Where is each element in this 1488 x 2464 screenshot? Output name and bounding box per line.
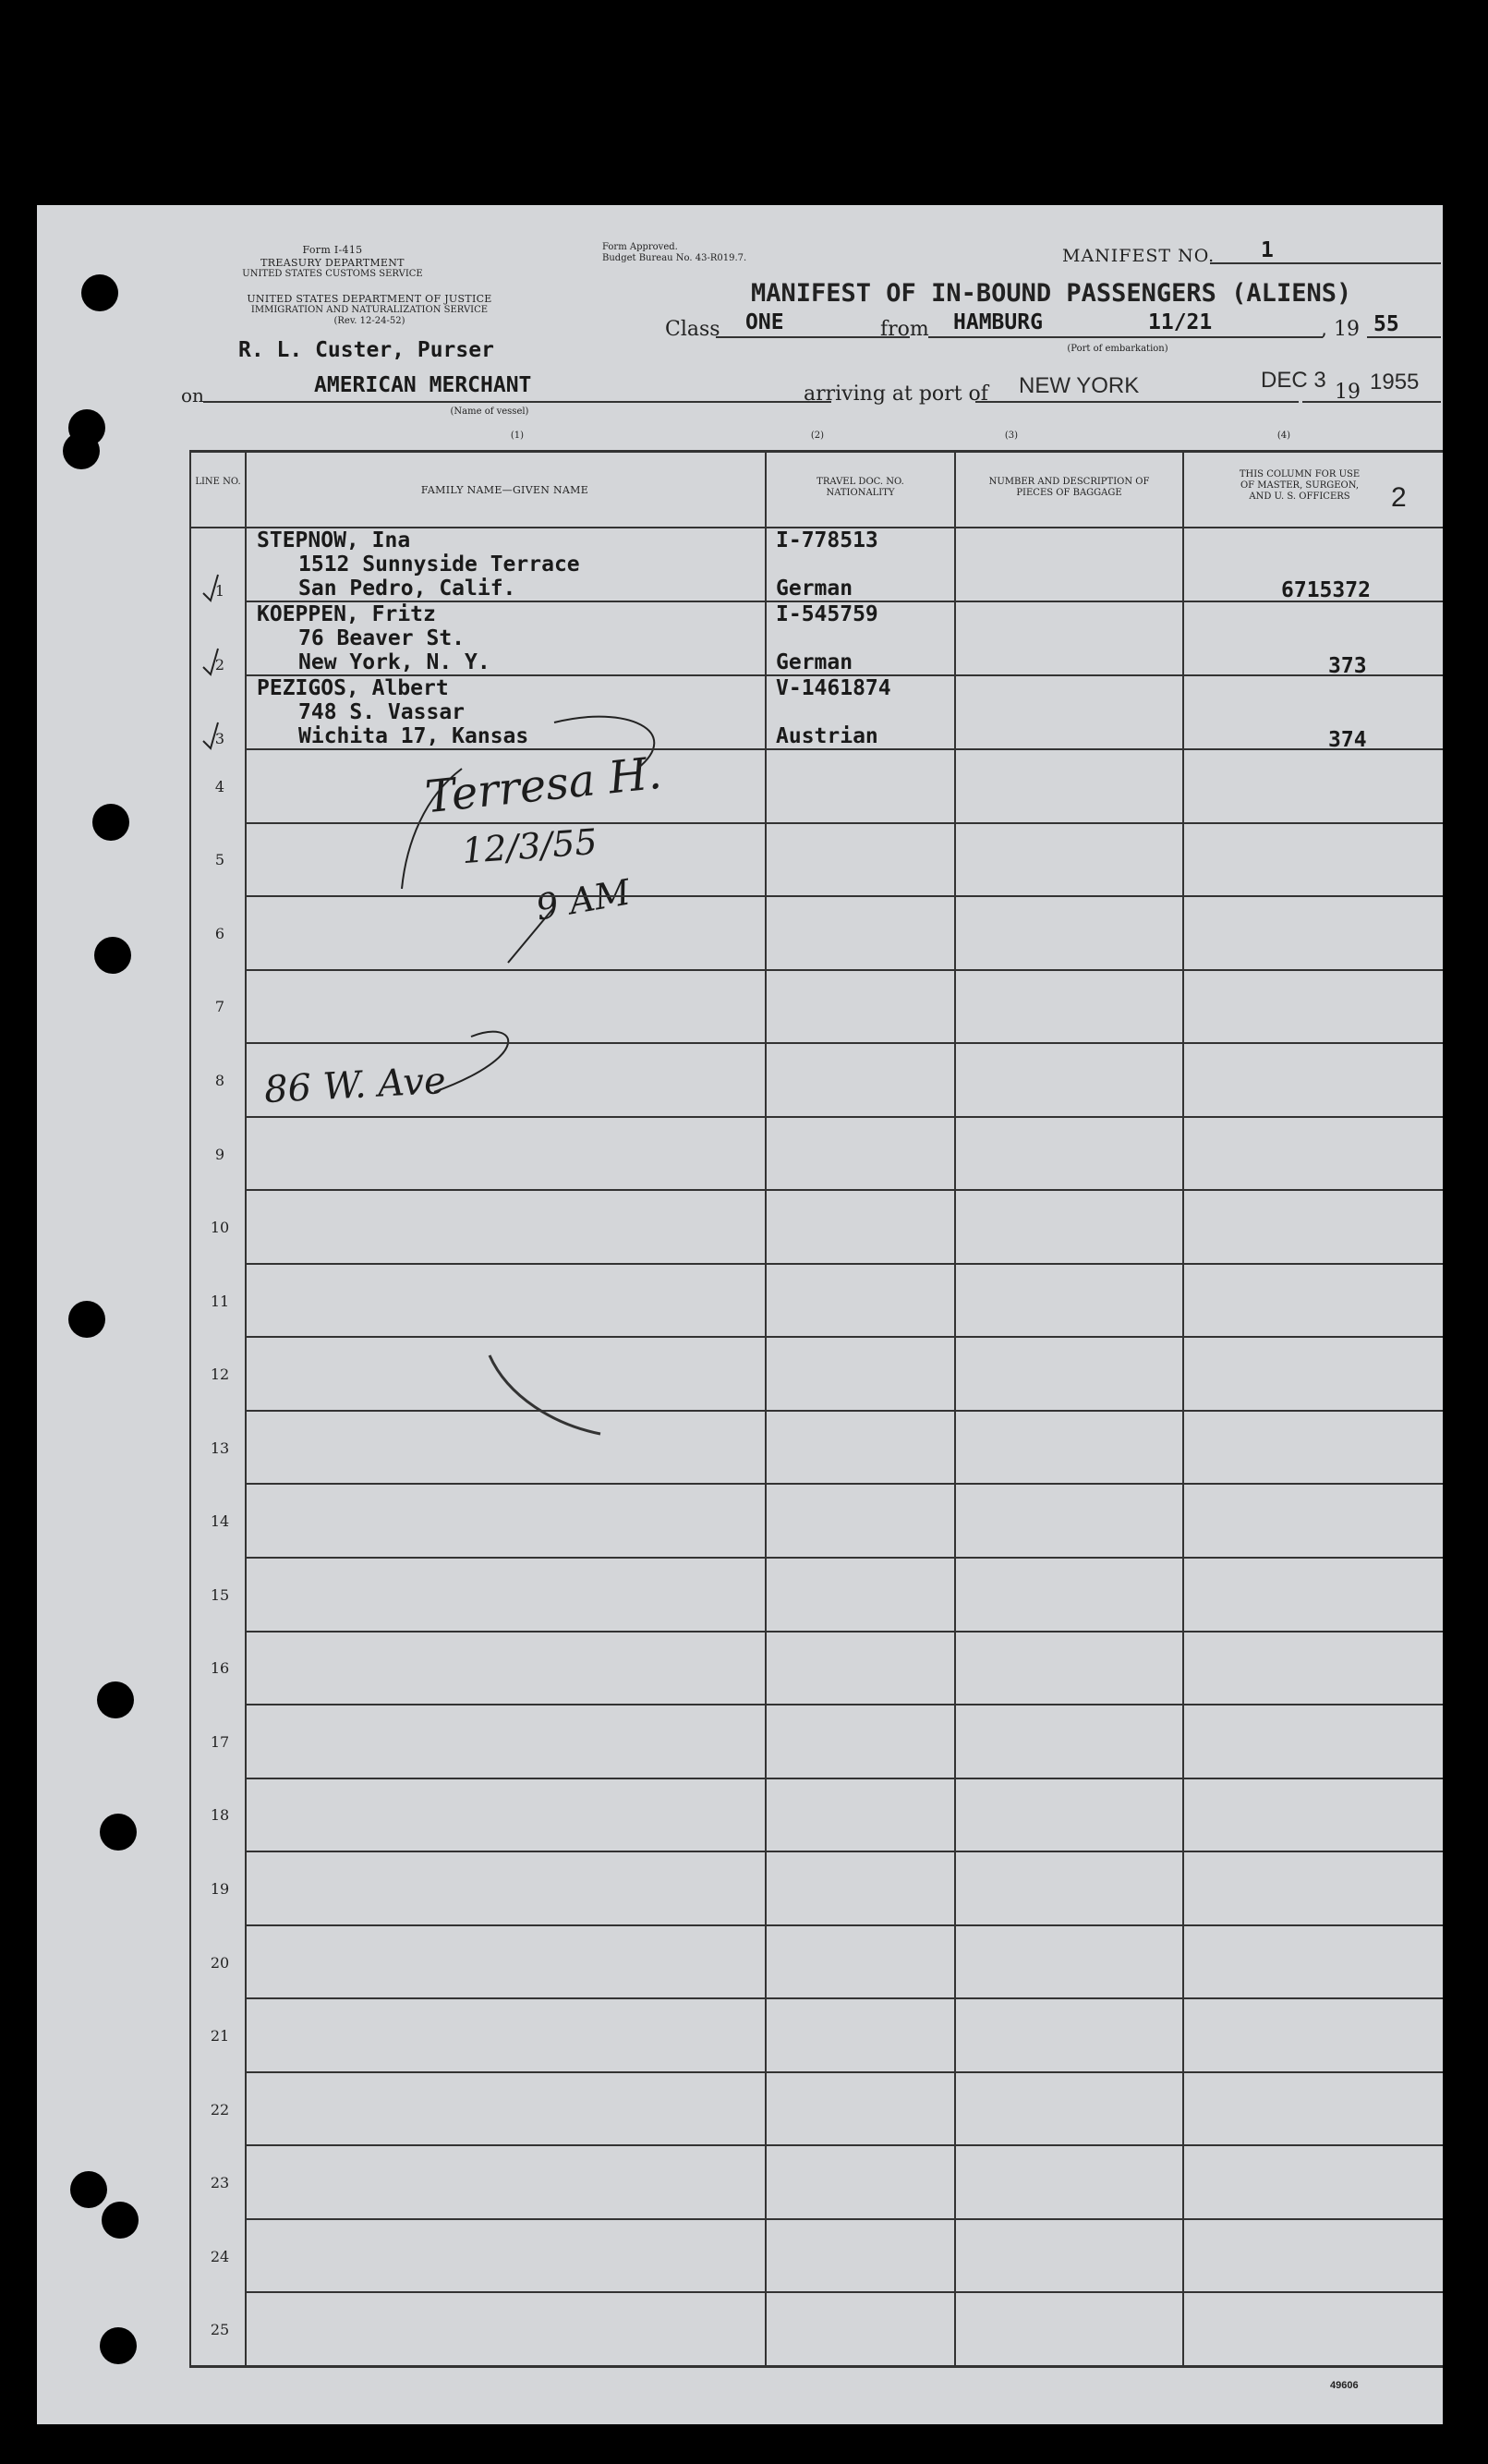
line-number: 18 bbox=[210, 1806, 230, 1824]
row-divider bbox=[245, 674, 1443, 676]
row-divider bbox=[245, 2218, 1443, 2220]
travel-doc: I-778513 bbox=[776, 528, 878, 552]
line-number: 7 bbox=[214, 998, 225, 1015]
line-number: 24 bbox=[210, 2248, 230, 2265]
form-approved: Form Approved. bbox=[602, 242, 678, 252]
passenger-address-1: 76 Beaver St. bbox=[298, 626, 466, 650]
line-number: 16 bbox=[210, 1659, 230, 1677]
row-divider bbox=[245, 1778, 1443, 1779]
row-divider bbox=[245, 1410, 1443, 1412]
customs-service: UNITED STATES CUSTOMS SERVICE bbox=[242, 269, 423, 279]
row-divider bbox=[245, 1704, 1443, 1705]
line-number: 21 bbox=[210, 2027, 230, 2045]
handwritten-signature: Terresa H. bbox=[422, 746, 664, 824]
year-prefix: , 19 bbox=[1321, 318, 1360, 341]
line-number: 17 bbox=[210, 1733, 230, 1751]
treasury-dept: TREASURY DEPARTMENT bbox=[260, 257, 405, 269]
manifest-title: MANIFEST OF IN-BOUND PASSENGERS (ALIENS) bbox=[751, 279, 1352, 308]
form-number: Form I-415 bbox=[302, 244, 363, 256]
line-number: 12 bbox=[210, 1366, 230, 1383]
line-number: 9 bbox=[214, 1146, 225, 1163]
row-divider bbox=[245, 601, 1443, 602]
col-2-number: (2) bbox=[810, 431, 825, 441]
passenger-address-1: 748 S. Vassar bbox=[298, 700, 466, 724]
row-divider bbox=[245, 969, 1443, 971]
nationality: German bbox=[776, 650, 853, 674]
budget-bureau: Budget Bureau No. 43-R019.7. bbox=[602, 253, 747, 263]
official-number: 6715372 bbox=[1281, 578, 1371, 602]
footer-code: 49606 bbox=[1330, 2380, 1359, 2391]
row-divider bbox=[245, 1997, 1443, 1999]
from-label: from bbox=[880, 318, 929, 341]
handwritten-date: 12/3/55 bbox=[460, 820, 599, 872]
official-number: 374 bbox=[1328, 728, 1367, 752]
class-value: ONE bbox=[745, 310, 784, 334]
line-number: 1 bbox=[214, 582, 225, 600]
line-number: 5 bbox=[214, 851, 225, 868]
line-number: 2 bbox=[214, 656, 225, 674]
arrival-date: DEC 3 bbox=[1261, 368, 1326, 393]
row-divider bbox=[245, 1116, 1443, 1118]
header-travel-doc: TRAVEL DOC. NO. bbox=[817, 477, 904, 487]
line-number: 25 bbox=[210, 2321, 230, 2338]
travel-doc: V-1461874 bbox=[776, 676, 891, 700]
line-number: 6 bbox=[214, 925, 225, 942]
purser: R. L. Custer, Purser bbox=[238, 338, 494, 362]
manifest-label: MANIFEST NO. bbox=[1062, 246, 1216, 266]
header-nationality: NATIONALITY bbox=[826, 488, 895, 498]
row-divider bbox=[245, 1042, 1443, 1044]
header-officers: THIS COLUMN FOR USE bbox=[1239, 469, 1361, 479]
line-number: 4 bbox=[214, 778, 225, 795]
passenger-address-1: 1512 Sunnyside Terrace bbox=[298, 552, 580, 577]
passenger-name: STEPNOW, Ina bbox=[257, 528, 411, 552]
row-divider bbox=[245, 2291, 1443, 2293]
justice-dept: UNITED STATES DEPARTMENT OF JUSTICE bbox=[247, 293, 492, 305]
row-divider bbox=[245, 2071, 1443, 2073]
embarkation-year: 55 bbox=[1373, 312, 1399, 336]
revision: (Rev. 12-24-52) bbox=[333, 316, 405, 326]
row-divider bbox=[245, 1631, 1443, 1633]
row-divider bbox=[245, 1336, 1443, 1338]
col-1-number: (1) bbox=[510, 431, 525, 441]
embarkation-date: 11/21 bbox=[1148, 310, 1213, 334]
passenger-name: KOEPPEN, Fritz bbox=[257, 602, 436, 626]
passenger-name: PEZIGOS, Albert bbox=[257, 676, 449, 700]
line-number: 20 bbox=[210, 1954, 230, 1972]
vessel-caption: (Name of vessel) bbox=[450, 407, 529, 417]
row-divider bbox=[245, 822, 1443, 824]
handwritten-note: 86 W. Ave bbox=[262, 1059, 447, 1112]
arrival-year-prefix: 19 bbox=[1335, 381, 1361, 404]
on-label: on bbox=[181, 384, 204, 407]
passenger-address-2: San Pedro, Calif. bbox=[298, 577, 516, 601]
row-divider bbox=[245, 2144, 1443, 2146]
manifest-page bbox=[37, 205, 1443, 2424]
nationality: German bbox=[776, 577, 853, 601]
row-divider bbox=[245, 1189, 1443, 1191]
arrival-port: NEW YORK bbox=[1019, 373, 1140, 398]
line-number: 23 bbox=[210, 2174, 230, 2191]
col-3-number: (3) bbox=[1004, 431, 1019, 441]
line-number: 15 bbox=[210, 1586, 230, 1604]
passenger-address-2: Wichita 17, Kansas bbox=[298, 724, 529, 748]
embarkation-port: HAMBURG bbox=[953, 310, 1043, 334]
page-number: 2 bbox=[1391, 482, 1407, 513]
arrival-year: 1955 bbox=[1370, 370, 1420, 394]
handwritten-time: 9 AM bbox=[532, 871, 634, 929]
class-label: Class bbox=[665, 318, 720, 341]
header-name: FAMILY NAME—GIVEN NAME bbox=[420, 484, 589, 496]
arriving-label: arriving at port of bbox=[804, 382, 988, 406]
row-divider bbox=[245, 1483, 1443, 1485]
line-number: 11 bbox=[210, 1293, 230, 1310]
line-number: 14 bbox=[210, 1512, 230, 1530]
travel-doc: I-545759 bbox=[776, 602, 878, 626]
header-officers-3: AND U. S. OFFICERS bbox=[1249, 492, 1350, 502]
official-number: 373 bbox=[1328, 654, 1367, 678]
line-number: 8 bbox=[214, 1072, 225, 1089]
row-divider bbox=[245, 1924, 1443, 1926]
row-divider bbox=[245, 895, 1443, 897]
header-baggage-2: PIECES OF BAGGAGE bbox=[1016, 488, 1122, 498]
line-number: 3 bbox=[214, 730, 225, 747]
port-caption: (Port of embarkation) bbox=[1067, 344, 1168, 354]
ins-service: IMMIGRATION AND NATURALIZATION SERVICE bbox=[250, 305, 489, 315]
row-divider bbox=[245, 1557, 1443, 1559]
header-baggage: NUMBER AND DESCRIPTION OF bbox=[988, 477, 1150, 487]
line-number: 22 bbox=[210, 2101, 230, 2118]
line-number: 10 bbox=[210, 1219, 230, 1236]
header-officers-2: OF MASTER, SURGEON, bbox=[1240, 480, 1360, 491]
line-number: 19 bbox=[210, 1880, 230, 1898]
handwriting-strokes bbox=[37, 205, 1443, 2424]
row-divider bbox=[245, 1263, 1443, 1265]
col-4-number: (4) bbox=[1276, 431, 1291, 441]
vessel-name: AMERICAN MERCHANT bbox=[314, 373, 532, 397]
row-divider bbox=[245, 748, 1443, 750]
passenger-address-2: New York, N. Y. bbox=[298, 650, 490, 674]
manifest-number: 1 bbox=[1261, 238, 1274, 262]
row-divider bbox=[245, 1851, 1443, 1852]
nationality: Austrian bbox=[776, 724, 878, 748]
header-line-no: LINE NO. bbox=[195, 477, 241, 487]
line-number: 13 bbox=[210, 1439, 230, 1457]
